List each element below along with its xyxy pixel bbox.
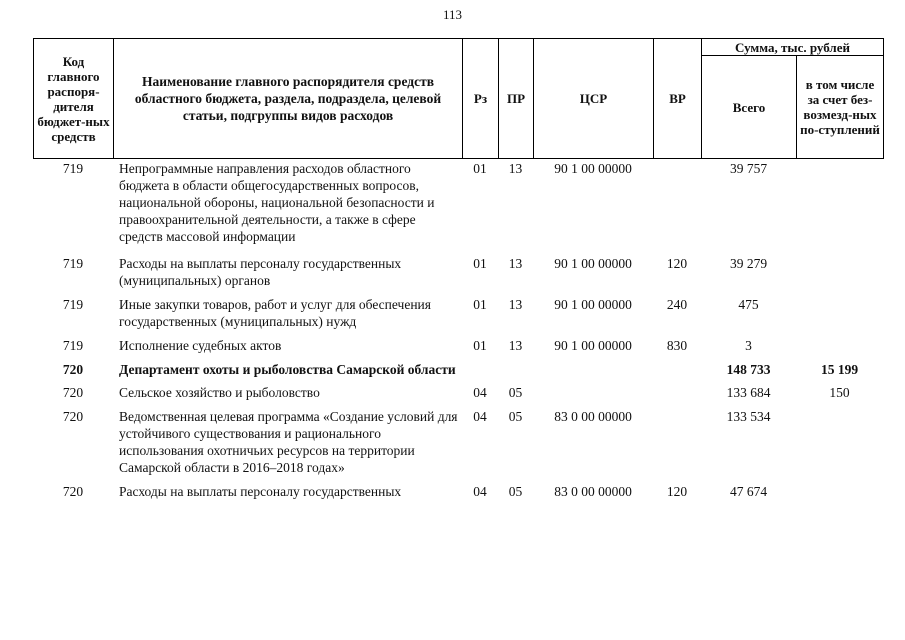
cell-name: Сельское хозяйство и рыболовство <box>119 385 320 400</box>
cell-csr <box>533 361 653 378</box>
header-vr: ВР <box>654 39 702 159</box>
cell-rz: 01 <box>473 338 487 353</box>
cell-rz: 04 <box>473 385 487 400</box>
cell-csr: 90 1 00 00000 <box>554 297 632 312</box>
cell-pr: 13 <box>508 256 523 271</box>
cell-kod: 719 <box>62 297 84 312</box>
cell-kod: 720 <box>62 362 84 377</box>
cell-name: Иные закупки товаров, работ и услуг для обеспечения государственных (муниципальных) нужд <box>119 297 431 329</box>
cell-name: Расходы на выплаты персоналу государственных <box>119 484 402 499</box>
cell-csr: 90 1 00 00000 <box>554 161 632 176</box>
cell-rz: 04 <box>473 409 487 424</box>
cell-pr: 13 <box>508 338 523 353</box>
header-total: Всего <box>702 56 797 159</box>
cell-pr: 05 <box>508 385 523 400</box>
cell-total: 133 534 <box>726 409 771 424</box>
header-name: Наименование главного распорядителя средств областного бюджета, раздела, подраздела, целевой статьи, подгруппы видов расходов <box>114 39 463 159</box>
cell-csr <box>533 384 653 401</box>
cell-vr: 240 <box>666 297 688 312</box>
page-number: 113 <box>442 7 463 22</box>
cell-kod: 719 <box>62 338 84 353</box>
cell-rz: 01 <box>473 297 487 312</box>
cell-name: Расходы на выплаты персоналу государственных (муниципальных) органов <box>119 256 402 288</box>
cell-vr: 120 <box>666 256 688 271</box>
table-row <box>33 483 883 500</box>
cell-free: 150 <box>829 385 850 400</box>
cell-kod: 719 <box>62 161 84 176</box>
cell-rz: 01 <box>473 256 487 271</box>
cell-pr: 05 <box>508 409 523 424</box>
cell-pr: 13 <box>508 297 523 312</box>
table-row <box>33 160 883 245</box>
table-row <box>33 361 883 378</box>
cell-kod: 720 <box>62 409 84 424</box>
table-body <box>33 160 883 500</box>
cell-csr: 83 0 00 00000 <box>554 484 632 499</box>
cell-kod: 720 <box>62 385 84 400</box>
cell-total: 133 684 <box>726 385 771 400</box>
cell-free <box>796 337 883 354</box>
cell-rz <box>462 361 498 378</box>
header-kod: Код главного распоря-дителя бюджет-ных средств <box>34 39 114 159</box>
cell-free <box>796 255 883 289</box>
cell-total: 39 279 <box>729 256 768 271</box>
cell-csr: 90 1 00 00000 <box>554 338 632 353</box>
header-free: в том числе за счет без-возмезд-ных по-ступлений <box>797 56 884 159</box>
cell-total: 3 <box>745 338 752 353</box>
cell-pr: 13 <box>508 161 523 176</box>
cell-rz: 04 <box>473 484 487 499</box>
cell-free <box>796 296 883 330</box>
table-row <box>33 255 883 289</box>
cell-csr: 83 0 00 00000 <box>554 409 632 424</box>
cell-kod: 720 <box>62 484 84 499</box>
table-row <box>33 384 883 401</box>
cell-vr <box>653 160 701 245</box>
cell-vr <box>653 361 701 378</box>
cell-vr: 120 <box>666 484 688 499</box>
cell-free: 15 199 <box>820 362 859 377</box>
cell-total: 475 <box>738 297 759 312</box>
header-rz: Рз <box>463 39 499 159</box>
header-pr: ПР <box>499 39 534 159</box>
cell-free <box>796 483 883 500</box>
cell-free <box>796 160 883 245</box>
cell-rz: 01 <box>473 161 487 176</box>
cell-total: 39 757 <box>729 161 768 176</box>
cell-name: Непрограммные направления расходов областного бюджета в области общегосударственных вопросов, национальной обороны, национальной безопасности и правоохранительной деятельности, а также в сфере средств массовой информации <box>119 161 435 244</box>
cell-kod: 719 <box>62 256 84 271</box>
cell-pr <box>498 361 533 378</box>
cell-vr: 830 <box>666 338 688 353</box>
table-row <box>33 408 883 476</box>
cell-vr <box>653 408 701 476</box>
cell-total: 47 674 <box>729 484 768 499</box>
table-row <box>33 296 883 330</box>
cell-name: Ведомственная целевая программа «Создание условий для устойчивого существования и рационального использования охотничьих ресурсов на территории Самарской области в 2016–2018 годах» <box>119 409 458 475</box>
cell-total: 148 733 <box>726 362 771 377</box>
cell-name: Департамент охоты и рыболовства Самарской области <box>119 362 456 377</box>
table-row <box>33 337 883 354</box>
cell-csr: 90 1 00 00000 <box>554 256 632 271</box>
table-header <box>33 38 884 159</box>
cell-pr: 05 <box>508 484 523 499</box>
cell-vr <box>653 384 701 401</box>
header-csr: ЦСР <box>534 39 654 159</box>
cell-free <box>796 408 883 476</box>
cell-name: Исполнение судебных актов <box>119 338 282 353</box>
header-sum: Сумма, тыс. рублей <box>702 39 884 56</box>
